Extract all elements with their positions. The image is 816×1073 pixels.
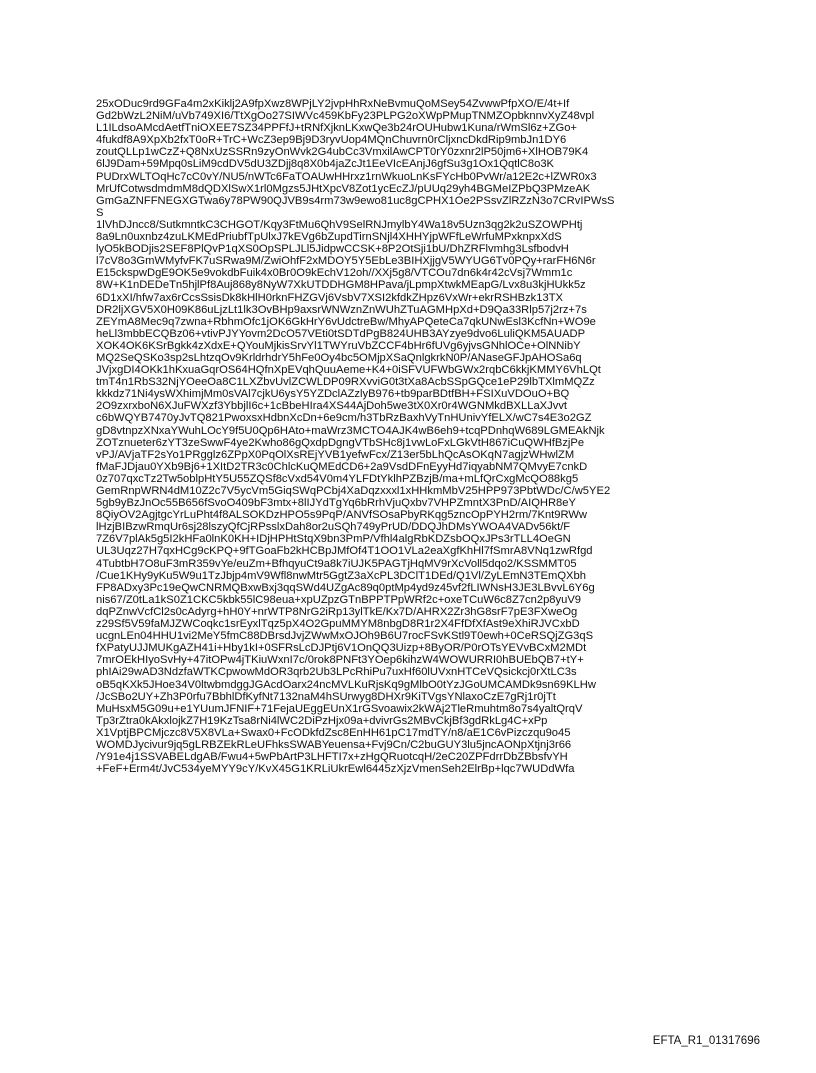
text-line: nis67/Z0tLa1kS0Z1CKC5kbk55lC98eua+xpUZpzGTnBPPTPpWRf2c+oxeTCuW6c8Z7cn2p8yuV9 (96, 593, 582, 606)
text-line: Gd2bWzL2NiM/uVb749XI6/TtXgOo27SIWVc459KbFy23PLPG2oXWpPMupTNMZOpbknnvXyZ48vpl (96, 110, 595, 123)
text-line: GemRnpWRN4dM10Z2c7V5ycVm5GiqSWqPCbj4XaDqzxxxl1xHHkmMbV25HPP973PbtWDc/C/w5YE2 (96, 485, 611, 497)
text-line: DR2ljXGV5X0H09K86uLjzLt1lk3OvBHp9axsrWNWznZnWUhZTuAGMHpXd+D9Qa33Rlp57j2rz+7s (96, 303, 587, 316)
text-line: MQ2SeQSKo3sp2sLhtzqOv9KrldrhdrY5hFe0Oy4bc5OMjpXSaQnlgkrkN0P/ANaseGFJpAHOSa6q (96, 351, 582, 364)
text-line: ZEYmA8Mec9q7zwna+RbhmOfc1jOK6GkHrY6vUdctreBw/MhyAPQeteCa7qkUNwEsl3KcfNn+WO9e (96, 315, 596, 328)
text-paragraph (96, 98, 736, 219)
text-line: tmT4n1RbS32NjYOeeOa8C1LXZbvUvlZCWLDP09RXvviG0t3tXa8AcbSSpGQce1eP29lbTXlmMQZz (96, 376, 595, 389)
text-line: X1VptjBPCMjczc8V5X8VLa+Swax0+FcODkfdZsc8EnHH61pC17mdTY/n8/aE1C6vPizczqu9o45 (96, 726, 571, 739)
text-line: 0z707qxcTz2Tw5oblpHtY5U55ZQSf8cVxd54V0m4YLFDtYklhPZBzjB/ma+mLfQrCxgMcQO88kg5 (96, 472, 579, 485)
text-line: lHzjBIBzwRmqUr6sj28lszyQfCjRPsslxDah8or2uSQh749yPrUD/DDQJhDMsYWOA4VADv56kt/F (96, 521, 571, 534)
document-id-label: EFTA_R1_01317696 (652, 1035, 760, 1047)
text-line: Tp3rZtra0kAkxlojkZ7H19KzTsa8rNi4lWC2DiPzHjx09a+dvivrGs2MBvCkjBf3gdRkLg4C+xPp (96, 714, 548, 727)
text-line: S (96, 206, 104, 219)
text-line: gD8vtnpzXNxaYWuhLOcY9f5U0Qp6HAto+maWrz3MCTO4AJK4wB6eh9+tcqPDnhqW689LGMEAkNjk (96, 424, 605, 437)
text-line: z29Sf5V59faMJZWCoqkc1srEyxlTqz5pX4O2GpuMMYM8nbgD8R1r2X4FfDfXfAst9eXhiRJVCxbD (96, 618, 580, 631)
text-line: phIAi29wAD3NdzfaWTKCpwowMdOR3qrb2Ub3LPcRhiPu7uxHf60lUVxnHTCeVQsickcj0rXtLC3s (96, 666, 577, 679)
text-line: MuHsxM5G09u+e1YUumJFNIF+71FejaUEggEUnX1rGSvoawix2kWAj2TleRmuhtm8o7s4yaltQrqV (96, 702, 583, 715)
text-line: oB5qKXk5JHoe34V0ltwbmdggJGAcdOarx24ncMVLKuRjsKq9gMlbO0tYzJGoUMCAMDk9sn69KLHw (96, 678, 596, 691)
text-line: zoutQLLp1wCzZ+Q8NxUzSSRn9zyOnWvk2G4ubCc3VmxilAwCPT0rY0zxnr2lP50jm6+XlHOB79K4 (96, 146, 589, 159)
text-line: FP8ADxy3Pc19eQwCNRMQBxwBxj3qqSWd4UZgAc89q0ptMp4yd9z45vf2fLIWNsH3JE3LBvvL6Y6g (96, 581, 595, 594)
text-line: 4fukdf8A9XpXb2fxT0oR+TrC+WcZ3ep9Bj9D3ryvUop4MQnChuvrn0rCljxncDkdRip9mbJn1DY6 (96, 134, 567, 147)
text-line: 7mrOEkHIyoSvHy+47itOPw4jTKiuWxnI7c/0rok8PNFt3YOep6kihzW4WOWURRI0hBUEbQB7+tY+ (96, 654, 584, 667)
text-line: fMaFJDjau0YXb9Bj6+1XItD2TR3c0ChlcKuQMEdCD6+2a9VsdDFnEyyHd7iqyabNM7QMvyE7cnkD (96, 460, 588, 473)
text-line: 6lJ9Dam+59Mpq0sLiM9cdDV5dU3ZDjj8q8X0b4jaZcJt1EeVIcEAnjJ6gfSu3g1Ox1QqtlC8o3K (96, 158, 555, 171)
text-line: /Cue1KHy9yKu5W9u1TzJbjp4mV9Wfl8nwMtr5GgtZ3aXcPL3DClT1DEd/Q1Vl/ZyLEmN3TEmQXbh (96, 569, 586, 582)
text-line: 2O9zxrxboN6XJuFWXzf3YbbjlI6c+1cBbeHIra4XS44AjDoh5we3tX0Xr0r4WGNMkdBXLLaXJvvt (96, 400, 568, 413)
text-line: +FeF+Erm4t/JvC534yeMYY9cY/KvX45G1KRLiUkrEwl6445zXjzVmenSeh2ElrBp+lqc7WUDdWfa (96, 763, 575, 776)
text-line: L1ILdsoAMcdAetfTniOXEE7SZ34PPFfJ+tRNfXjknLKxwQe3b24rOUHubw1Kuna/rWmSl6z+ZGo+ (96, 122, 577, 135)
text-line: ZOTznueter6zYT3zeSwwF4ye2Kwho86gQxdpDgngVTbSHc8j1vwLoFxLGkVtH867iCuQWHfBzjPe (96, 436, 585, 449)
text-line: E15ckspwDgE9OK5e9vokdbFuik4x0Br0O9kEchV12oh//XXj5g8/VTCOu7dn6k4r42cVsj7Wmm1c (96, 267, 573, 280)
text-line: UL3Uqz27H7qxHCg9cKPQ+9fTGoaFb2kHCBpJMfOf4T1OO1VLa2eaXgfKhHl7fSmrA8VNq1zwRfgd (96, 545, 593, 558)
text-line: kkkdz71Ni4ysWXhimjMm0sVAl7cjkU6ysY5YZDclAZzlyB976+tb9parBDtfBH+FSIXuVDOuO+BQ (96, 388, 570, 401)
text-line: 5gb9yBzJnOc55B656fSvoO409bF3mtx+8lIJYdTgYq6bRrhVjuQxbv7VHPZmntX3PnD/AIQHR8eY (96, 497, 576, 510)
text-line: MrUfCotwsdmdmM8dQDXlSwX1rl0Mgzs5JHtXpcV8Zot1ycEcZJ/pUUq29yh4BGMeIZPbQ3PMzeAK (96, 182, 591, 195)
text-line: 8W+K1nDEDeTn5hjlPf8Auj868y8NyW7XkUTDDHGM8HPava/jLpmpXtwkMEapG/Lvx8u3kjHUkk5z (96, 279, 586, 292)
text-line: 4TubtbH7O8uF3mR359vYe/euZm+BfhqyuCt9a8k7iUJK5PAGTjHqMV9rXcVoll5dqo2/KSSMMT05 (96, 557, 577, 570)
text-line: WOMDJycivur9jq5gLRBZEkRLeUFhksSWABYeuensa+Fvj9Cn/C2buGUY3lu5jncAONpXtjnj3r66 (96, 738, 572, 751)
text-line: 6D1xXI/hfw7ax6rCcsSsisDk8kHlH0rknFHZGVj6VsbV7XSI2kfdkZHpz6VxWr+ekrRSHBzk13TX (96, 291, 564, 304)
text-line: c6bWQYB7470yJvTQ821PwoxsxHdbnXcDn+6e9cm/h3TbRzBaxhVyTnHUnivYfELX/wC7s4E3o2GZ (96, 412, 592, 425)
text-line: 1lVhDJncc8/SutkmntkC3CHGOT/Kqy3FtMu6QhV9SelRNJmylbY4Wa18v5Uzn3qg2k2uSZOWPHtj (96, 218, 583, 231)
text-line: 8QiyOV2AgjtgcYrLuPht4f8ALSOKDzHPO5s9PqP/ANVfSOsaPbyRKqg5zncOpPYH2rm/7Knt9RWw (96, 509, 588, 522)
text-line: dqPZnwVcfCl2s0cAdyrg+hH0Y+nrWTP8NrG2iRp13ylTkE/Kx7D/AHRX2Zr3hG8srF7pE3FXweOg (96, 605, 578, 618)
text-line: PUDrxWLTOqHc7cC0vY/NU5/nWTc6FaTOAUwHHrxz1rnWkuoLnKsFYcHb0PvWr/a12E2c+lZWR0x3 (96, 170, 597, 183)
text-line: /Y91e4j1SSVABELdgAB/Fwu4+5wPbArtP3LHFTI7x+zHgQRuotcqH/2eC20ZPFdrrDbZBbsfvYH (96, 751, 568, 764)
encoded-text-block (96, 98, 736, 775)
text-line: 25xODuc9rd9GFa4m2xKiklj2A9fpXwz8WPjLY2jvpHhRxNeBvmuQoMSey54ZvwwPfpXO/E/4t+If (96, 98, 570, 110)
text-line: ucgnLEn04HHU1vi2MeY5fmC88DBrsdJvjZWwMxOJOh9B6U7rocFSvKStl9T0ewh+0CeRSQjZG3qS (96, 630, 594, 643)
text-paragraph (96, 219, 736, 775)
text-line: heLl3mbbECQBz06+vtivPJYYovm2DcO57VEti0tSDTdPgB824UHB3AYzye9dvo6LuliQKM5AUADP (96, 327, 586, 340)
text-line: XOK4OK6KSrBgkk4zXdxE+QYouMjkisSrvYl1TWYruVbZCCF4bHr6fUVg6yjvsGNhlOCe+OlNNibY (96, 339, 581, 352)
text-line: 7Z6V7plAk5g5I2kHFa0lnK0KH+IDjHPHtStqX9bn3PmP/Vfhl4algRbKDZsbOQxJPs3rTLL4OeGN (96, 533, 571, 546)
text-line: JVjxgDI4OKk1hKxuaGqrOS64HQfnXpEVqhQuuAeme+K4+0iSFVUFWbGWx2rqbC6kkjKMMY6VhLQt (96, 364, 601, 377)
text-line: GmGaZNFFNEGXGTwa6y78PW90QJVB9s4rm73w9ewo81uc8gCPHX1Oe2PSsvZlRZzN3o7CRvIPWsS (96, 194, 615, 207)
text-line: /JcSBo2UY+Zh3P0rfu7BbhlDfKyfNt7132naM4hSUrwyg8DHXr9KiTVgsYNlaxoCzE7gRj1r0jTt (96, 690, 556, 703)
text-line: l7cV8o3GmWMyfvFK7uSRwa9M/ZwiOhfF2xMDOY5Y5EbLe3BIHXjjgV5WYUG6Tv0PQy+rarFH6N6r (96, 255, 596, 268)
text-line: fXPatyUJJMUKgAZH41i+Hby1kI+0SFRsLcDJPtj6V1OnQQ3Uizp+8ByOR/P0rOTsYEVvBCxM2MDt (96, 642, 587, 655)
text-line: 8a9Ln0uxnbz4zuLKMEdPriubfTpUlxJ7kEVg6bZupdTirnSNjl4XHHYjpWFfLeWrfuMPxknpxXdS (96, 231, 562, 244)
text-line: vPJ/AVjaTF2sYo1PRgglz6ZPpX0PqOlXsREjYVB1yefwFcx/Z13er5bLhQcAsOKqN7agjzWHwlZM (96, 448, 575, 461)
text-line: lyO5kBODjis2SEF8PlQvP1qXS0OpSPLJLl5JidpwCCSK+8P2OtSji1bU/DhZRFlvmhg3LsfbodvH (96, 243, 569, 256)
